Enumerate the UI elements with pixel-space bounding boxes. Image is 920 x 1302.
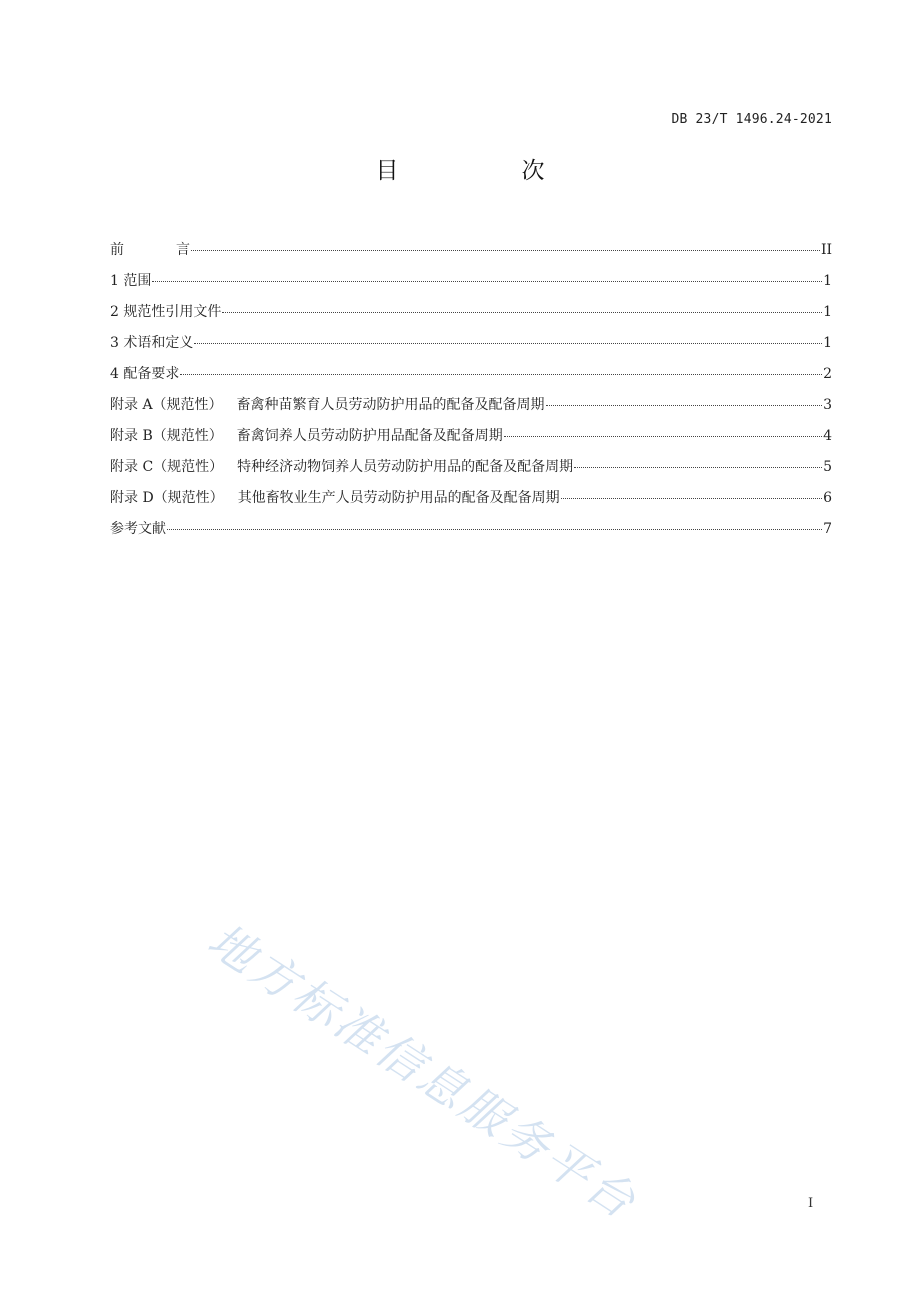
toc-dot-leader <box>191 236 820 251</box>
toc-dot-leader <box>222 298 822 313</box>
toc-entry-requirements[interactable] <box>110 359 832 390</box>
toc-entry-label: 参考文献 <box>110 521 166 537</box>
toc-entry-normative-references[interactable] <box>110 297 832 328</box>
toc-page-number: 1 <box>823 304 832 320</box>
toc-dot-leader <box>504 422 822 437</box>
toc-entry-label: 前 言 <box>110 242 190 258</box>
toc-page-number: II <box>820 242 832 258</box>
toc-entry-label: 附录 A（规范性） 畜禽种苗繁育人员劳动防护用品的配备及配备周期 <box>110 397 545 413</box>
toc-entry-label: 附录 C（规范性） 特种经济动物饲养人员劳动防护用品的配备及配备周期 <box>110 459 574 475</box>
toc-dot-leader <box>180 360 822 375</box>
toc-entry-label: 4 配备要求 <box>110 366 180 382</box>
standard-code: DB 23/T 1496.24-2021 <box>671 112 832 127</box>
toc-dot-leader <box>167 515 822 530</box>
toc-entry-annex-b[interactable] <box>110 421 832 452</box>
page-title: 目 次 <box>375 158 595 184</box>
toc-dot-leader <box>561 484 822 499</box>
toc-entry-annex-d[interactable] <box>110 483 832 514</box>
toc-entry-label: 附录 D（规范性） 其他畜牧业生产人员劳动防护用品的配备及配备周期 <box>110 490 560 506</box>
toc-page-number: 5 <box>823 459 832 475</box>
toc-dot-leader <box>546 391 823 406</box>
toc-page-number: 7 <box>823 521 832 537</box>
table-of-contents <box>110 235 832 545</box>
toc-entry-label: 2 规范性引用文件 <box>110 304 222 320</box>
toc-page-number: 1 <box>823 273 832 289</box>
toc-page-number: 2 <box>823 366 832 382</box>
toc-page-number: 1 <box>823 335 832 351</box>
toc-dot-leader <box>152 267 822 282</box>
toc-entry-terms-definitions[interactable] <box>110 328 832 359</box>
toc-entry-label: 1 范围 <box>110 273 152 289</box>
toc-page-number: 4 <box>823 428 832 444</box>
page-number: I <box>808 1196 814 1211</box>
toc-entry-annex-c[interactable] <box>110 452 832 483</box>
watermark-text: 地方标准信息服务平台 <box>198 912 648 1231</box>
toc-dot-leader <box>574 453 822 468</box>
toc-dot-leader <box>194 329 822 344</box>
toc-page-number: 6 <box>823 490 832 506</box>
toc-entry-bibliography[interactable] <box>110 514 832 545</box>
toc-page-number: 3 <box>823 397 832 413</box>
toc-entry-label: 3 术语和定义 <box>110 335 194 351</box>
toc-entry-scope[interactable] <box>110 266 832 297</box>
toc-entry-label: 附录 B（规范性） 畜禽饲养人员劳动防护用品配备及配备周期 <box>110 428 503 444</box>
toc-entry-foreword[interactable] <box>110 235 832 266</box>
toc-entry-annex-a[interactable] <box>110 390 832 421</box>
